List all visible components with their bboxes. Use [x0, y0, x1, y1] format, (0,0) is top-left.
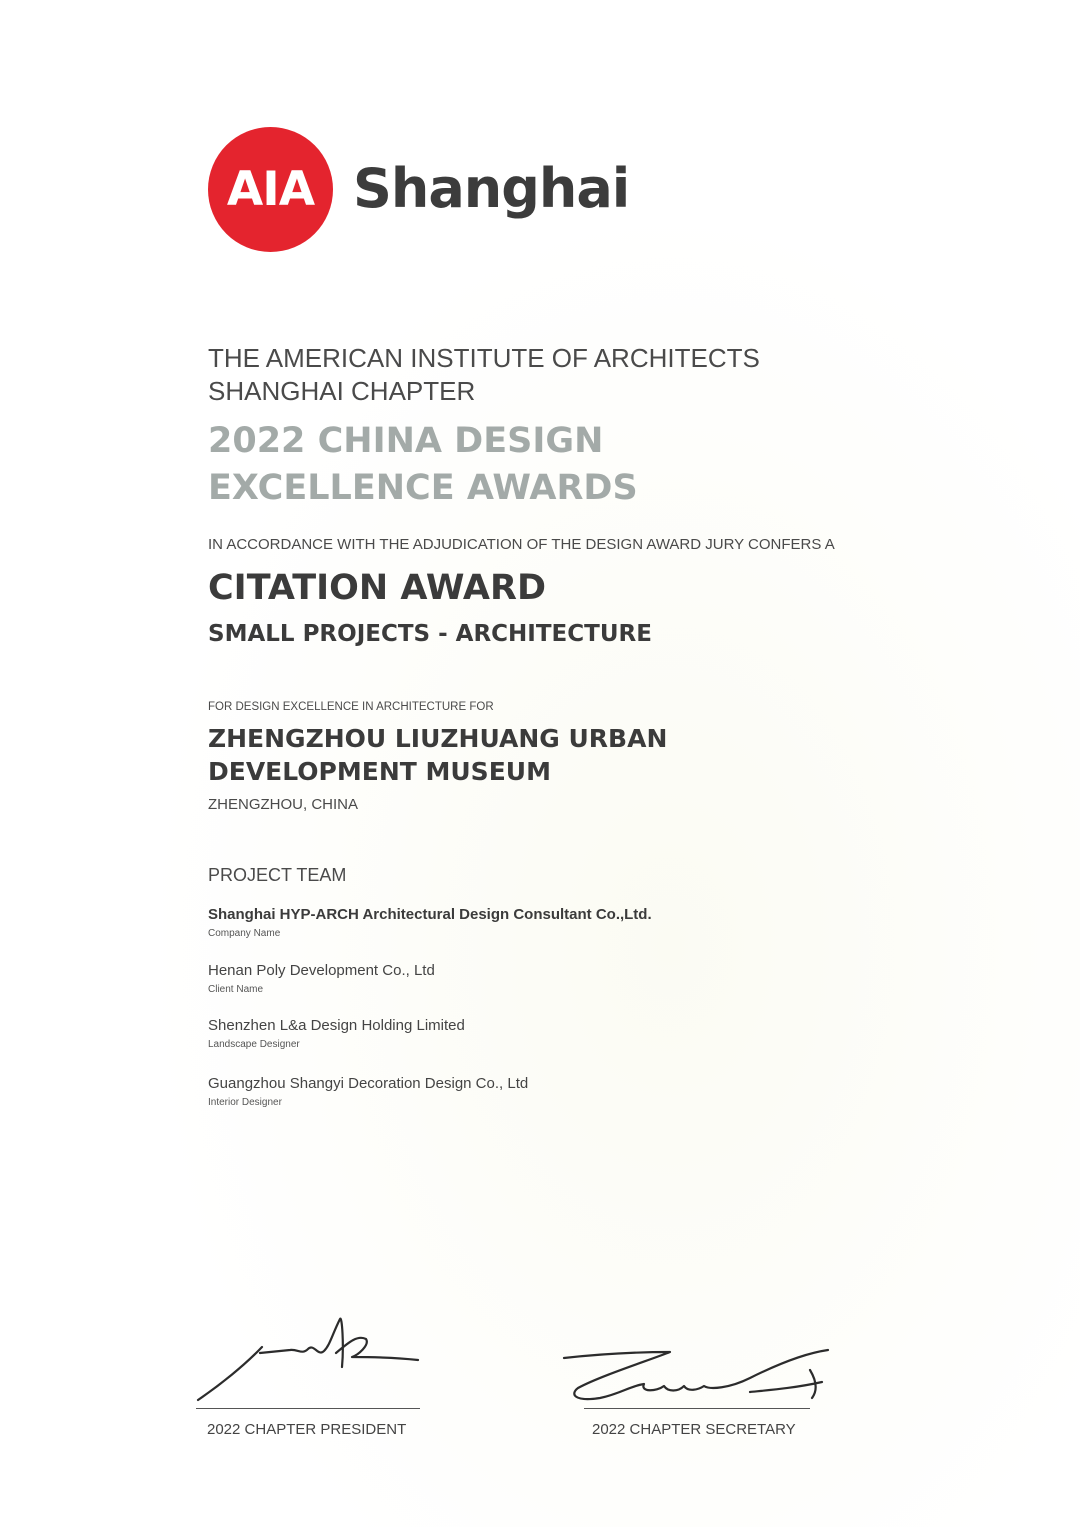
- team-member-name: Shenzhen L&a Design Holding Limited: [208, 1017, 465, 1034]
- team-member: [208, 961, 435, 995]
- awards-title-line-1: 2022 CHINA DESIGN: [208, 421, 604, 461]
- logo-wordmark: Shanghai: [353, 157, 630, 220]
- team-member-name: Guangzhou Shangyi Decoration Design Co., Ltd: [208, 1075, 529, 1092]
- aia-logo-mark: AIA: [208, 127, 333, 252]
- president-signature-line: [196, 1408, 420, 1409]
- team-member: [208, 1074, 528, 1108]
- project-location: ZHENGZHOU, CHINA: [208, 796, 358, 813]
- team-member-role: Landscape Designer: [208, 1039, 300, 1050]
- team-member-name: Shanghai HYP-ARCH Architectural Design Consultant Co.,Ltd.: [208, 906, 652, 923]
- awards-title: [208, 418, 638, 512]
- project-name: [208, 722, 667, 788]
- team-member-role: Client Name: [208, 984, 264, 995]
- president-signature: [190, 1305, 430, 1410]
- secretary-signature-line: [584, 1408, 810, 1409]
- team-member-role: Interior Designer: [208, 1097, 282, 1108]
- confers-statement: IN ACCORDANCE WITH THE ADJUDICATION OF THE DESIGN AWARD JURY CONFERS A: [208, 536, 835, 553]
- secretary-signature: [560, 1340, 840, 1410]
- secretary-title: 2022 CHAPTER SECRETARY: [592, 1421, 796, 1438]
- team-member: [208, 905, 652, 939]
- president-title: 2022 CHAPTER PRESIDENT: [207, 1421, 407, 1438]
- award-name: CITATION AWARD: [208, 568, 547, 608]
- organization-line-2: SHANGHAI CHAPTER: [208, 376, 476, 406]
- award-category: SMALL PROJECTS - ARCHITECTURE: [208, 621, 652, 647]
- team-member-name: Henan Poly Development Co., Ltd: [208, 962, 435, 979]
- team-member: [208, 1016, 465, 1050]
- project-name-line-1: ZHENGZHOU LIUZHUANG URBAN: [208, 724, 668, 753]
- aia-shanghai-logo: [208, 127, 629, 252]
- team-member-role: Company Name: [208, 928, 281, 939]
- project-team-heading: PROJECT TEAM: [208, 865, 347, 885]
- organization-name: [208, 342, 760, 408]
- awards-title-line-2: EXCELLENCE AWARDS: [208, 468, 638, 508]
- project-name-line-2: DEVELOPMENT MUSEUM: [208, 757, 551, 786]
- project-for-text: FOR DESIGN EXCELLENCE IN ARCHITECTURE FOR: [208, 701, 494, 713]
- organization-line-1: THE AMERICAN INSTITUTE OF ARCHITECTS: [208, 343, 760, 373]
